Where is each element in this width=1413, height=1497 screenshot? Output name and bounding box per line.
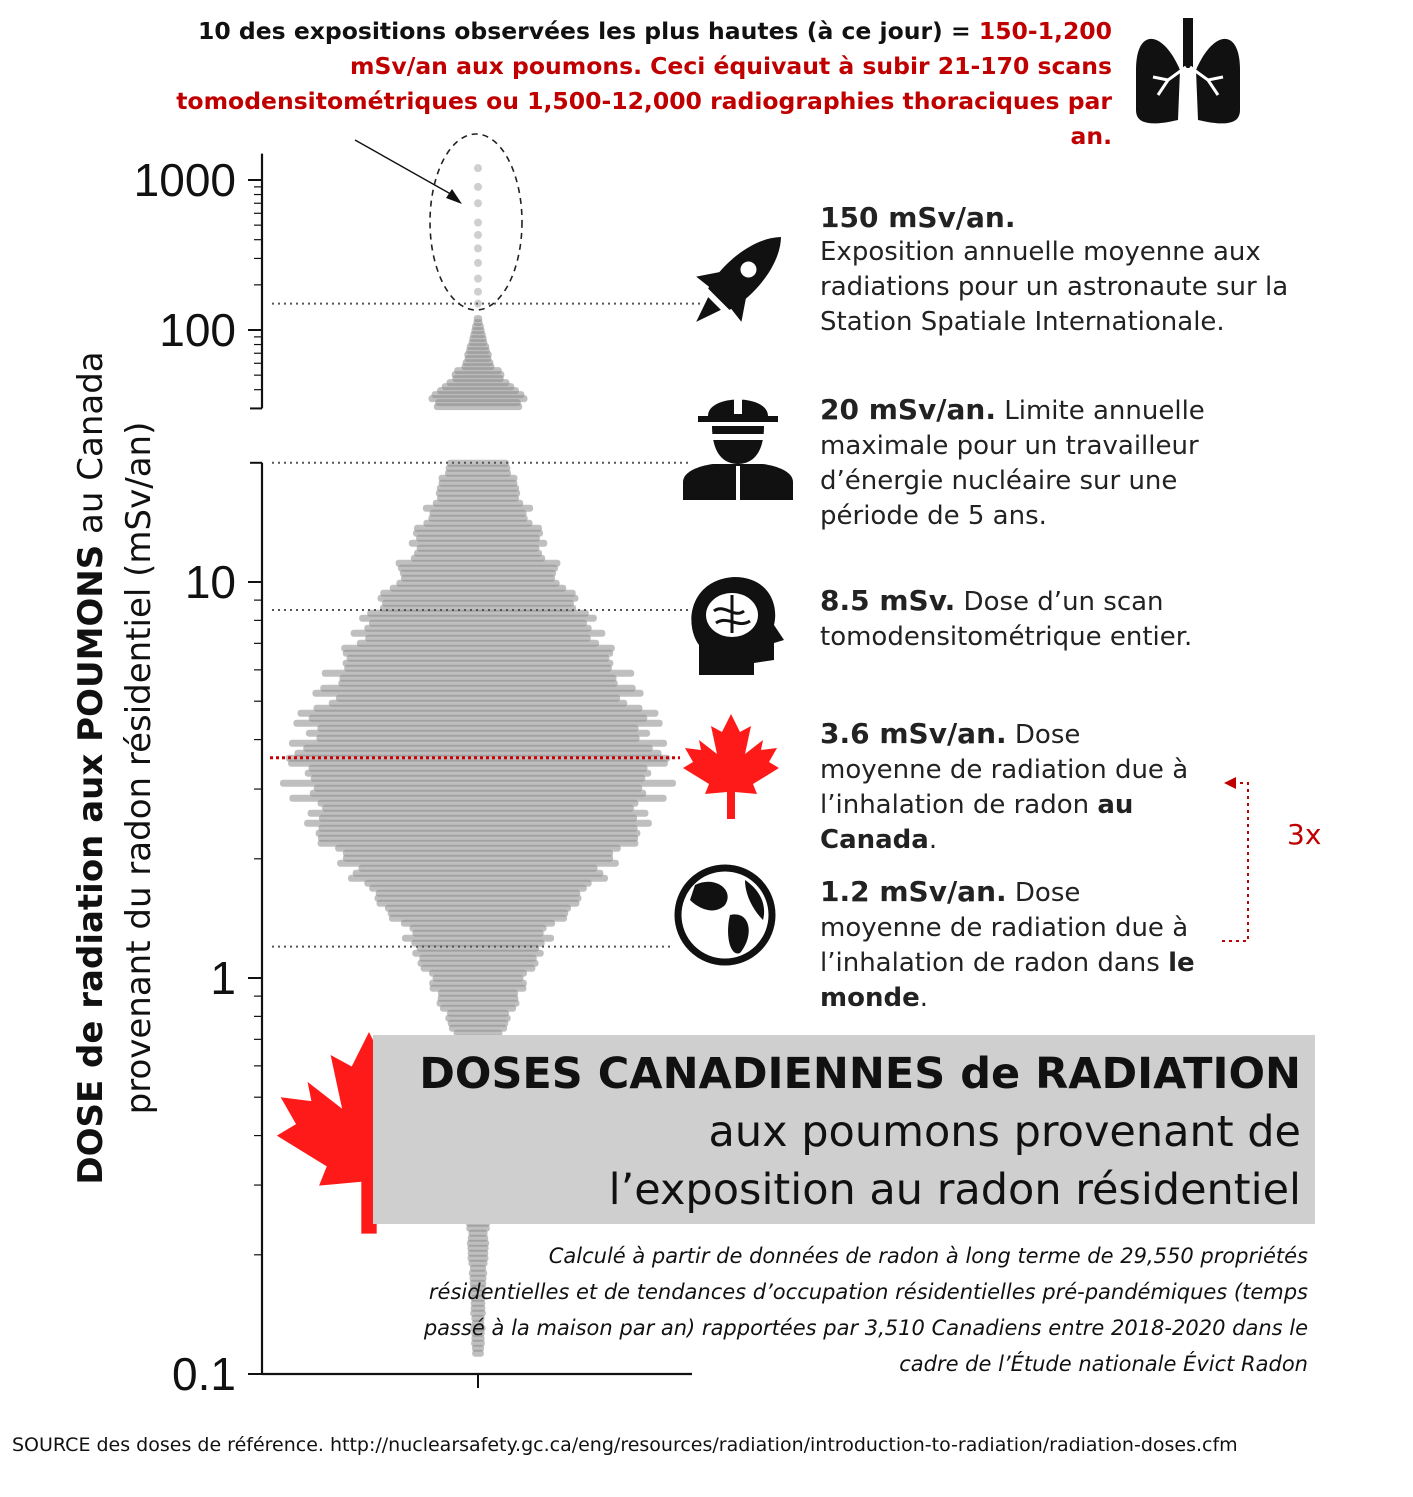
outlier-point	[474, 259, 482, 267]
rocket-icon	[674, 214, 804, 344]
ref-ct-value: 8.5 mSv.	[820, 584, 956, 617]
outlier-point	[474, 244, 482, 252]
ref-canada-tail: .	[928, 825, 938, 855]
title-line3: l’exposition au radon résidentiel	[608, 1165, 1301, 1215]
outlier-point	[474, 275, 482, 283]
top-note-black: 10 des expositions observées les plus hautes (à ce jour) =	[198, 17, 979, 45]
brain-head-icon	[691, 577, 784, 675]
method-note: Calculé à partir de données de radon à long terme de 29,550 propriétés résidentielles et de tendances d’occupation résidentielles pré-pandémiques (temps passé à la maison par an) rapportées par 3,510 Canadiens entre 2018-2020 dans le cadre de l’Étude nationale Évict Radon	[423, 1244, 1308, 1376]
ratio-arrowhead	[1224, 777, 1236, 789]
globe-icon	[678, 868, 772, 962]
top-outlier-note	[130, 14, 1112, 154]
outlier-point	[474, 231, 482, 239]
outlier-point	[474, 183, 482, 191]
top-note-red: 150-1,200 mSv/an aux poumons. Ceci équivaut à subir 21-170 scans tomodensitométriques ou 1,500-12,000 radiographies thoraciques par an.	[176, 17, 1112, 150]
ref-astronaut	[820, 200, 1300, 340]
y-label-line2: provenant du radon résidentiel (mSv/an)	[119, 421, 159, 1115]
ref-canada	[820, 716, 1210, 858]
ref-canada-text: Dose moyenne de radiation due à l’inhalation de radon	[820, 720, 1189, 820]
ref-world-value: 1.2 mSv/an.	[820, 875, 1007, 908]
outlier-point	[474, 288, 482, 296]
y-label-bold: DOSE de radiation aux POUMONS	[71, 544, 111, 1185]
title-line1: DOSES CANADIENNES de RADIATION	[419, 1049, 1301, 1099]
ref-worker-text: Limite annuelle maximale pour un travailleur d’énergie nucléaire sur une période de 5 ans.	[820, 396, 1205, 531]
outlier-point	[474, 199, 482, 207]
y-axis-label	[67, 223, 187, 1313]
ref-world-text: Dose moyenne de radiation due à l’inhalation de radon dans	[820, 878, 1189, 978]
maple-leaf-icon	[683, 714, 779, 819]
ref-nuclear-worker	[820, 392, 1240, 534]
title-box	[373, 1035, 1315, 1224]
y-tick-label: 10	[184, 556, 236, 608]
ref-world-tail: .	[919, 983, 928, 1013]
ref-ct-text: Dose d’un scan tomodensitométrique entier.	[820, 587, 1193, 652]
ratio-label: 3x	[1287, 818, 1322, 851]
ref-astronaut-text: Exposition annuelle moyenne aux radiations pour un astronaute sur la Station Spatiale Internationale.	[820, 237, 1289, 337]
outlier-point	[474, 219, 482, 227]
title-line2: aux poumons provenant de	[708, 1107, 1301, 1157]
ref-canada-bold: au Canada	[820, 790, 1134, 855]
ratio-bracket	[1222, 783, 1248, 941]
nuclear-worker-icon	[683, 392, 793, 500]
y-tick-label: 1000	[133, 154, 236, 206]
y-tick-label: 100	[159, 304, 236, 356]
chart-title	[419, 1045, 1301, 1219]
y-label-normal: au Canada	[71, 351, 111, 545]
outlier-arrowhead	[446, 189, 462, 204]
ref-canada-value: 3.6 mSv/an.	[820, 717, 1007, 750]
y-tick-label: 0.1	[172, 1348, 236, 1400]
ref-worker-value: 20 mSv/an.	[820, 393, 996, 426]
swarm-row	[434, 403, 522, 410]
ref-ct-scan	[820, 583, 1240, 655]
ref-world-bold: le monde	[820, 948, 1195, 1013]
source-note: SOURCE des doses de référence. http://nuclearsafety.gc.ca/eng/resources/radiation/introduction-to-radiation/radiation-doses.cfm	[12, 1434, 1238, 1456]
outlier-point	[474, 164, 482, 172]
ref-world	[820, 874, 1210, 1016]
y-tick-label: 1	[210, 952, 236, 1004]
lungs-icon	[1136, 18, 1240, 123]
ref-astronaut-value: 150 mSv/an.	[820, 201, 1016, 234]
